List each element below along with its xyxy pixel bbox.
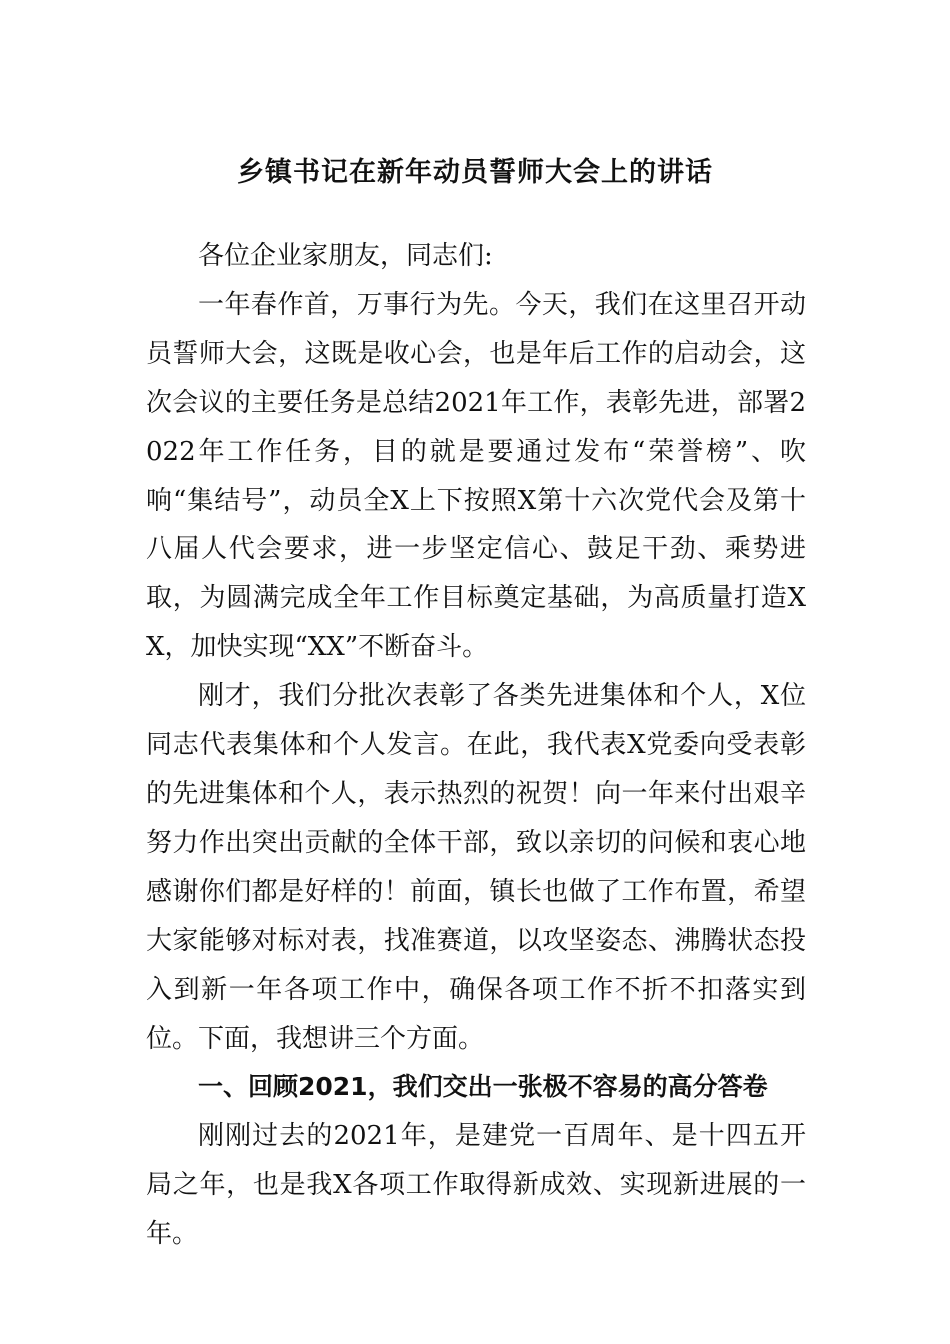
salutation: 各位企业家朋友，同志们: <box>198 241 493 271</box>
document-title: 乡镇书记在新年动员誓师大会上的讲话 <box>237 157 713 188</box>
body-paragraph: 刚才，我们分批次表彰了各类先进集体和个人，X位同志代表集体和个人发言。在此，我代表X党委向受表彰的先进集体和个人，表示热烈的祝贺！向一年来付出艰辛努力作出突出贡献的全体干部，致以亲切的问候和衷心地感谢你们都是好样的！前面，镇长也做了工作布置，希望大家能够对标对表，找准赛道，以攻坚姿态、沸腾状态投入到新一年各项工作中，确保各项工作不折不扣落实到位。下面，我想讲三个方面。 <box>146 681 806 1054</box>
section-paragraph: 刚刚过去的2021年，是建党一百周年、是十四五开局之年，也是我X各项工作取得新成效、实现新进展的一年。 <box>146 1121 806 1250</box>
document-body <box>146 232 806 1259</box>
section-heading: 一、回顾2021，我们交出一张极不容易的高分答卷 <box>198 1072 768 1102</box>
body-paragraph: 一年春作首，万事行为先。今天，我们在这里召开动员誓师大会，这既是收心会，也是年后工作的启动会，这次会议的主要任务是总结2021年工作，表彰先进，部署2022年工作任务，目的就是要通过发布“荣誉榜”、吹响“集结号”，动员全X上下按照X第十六次党代会及第十八届人代会要求，进一步坚定信心、鼓足干劲、乘势进取，为圆满完成全年工作目标奠定基础，为高质量打造XX，加快实现“XX”不断奋斗。 <box>146 289 806 663</box>
